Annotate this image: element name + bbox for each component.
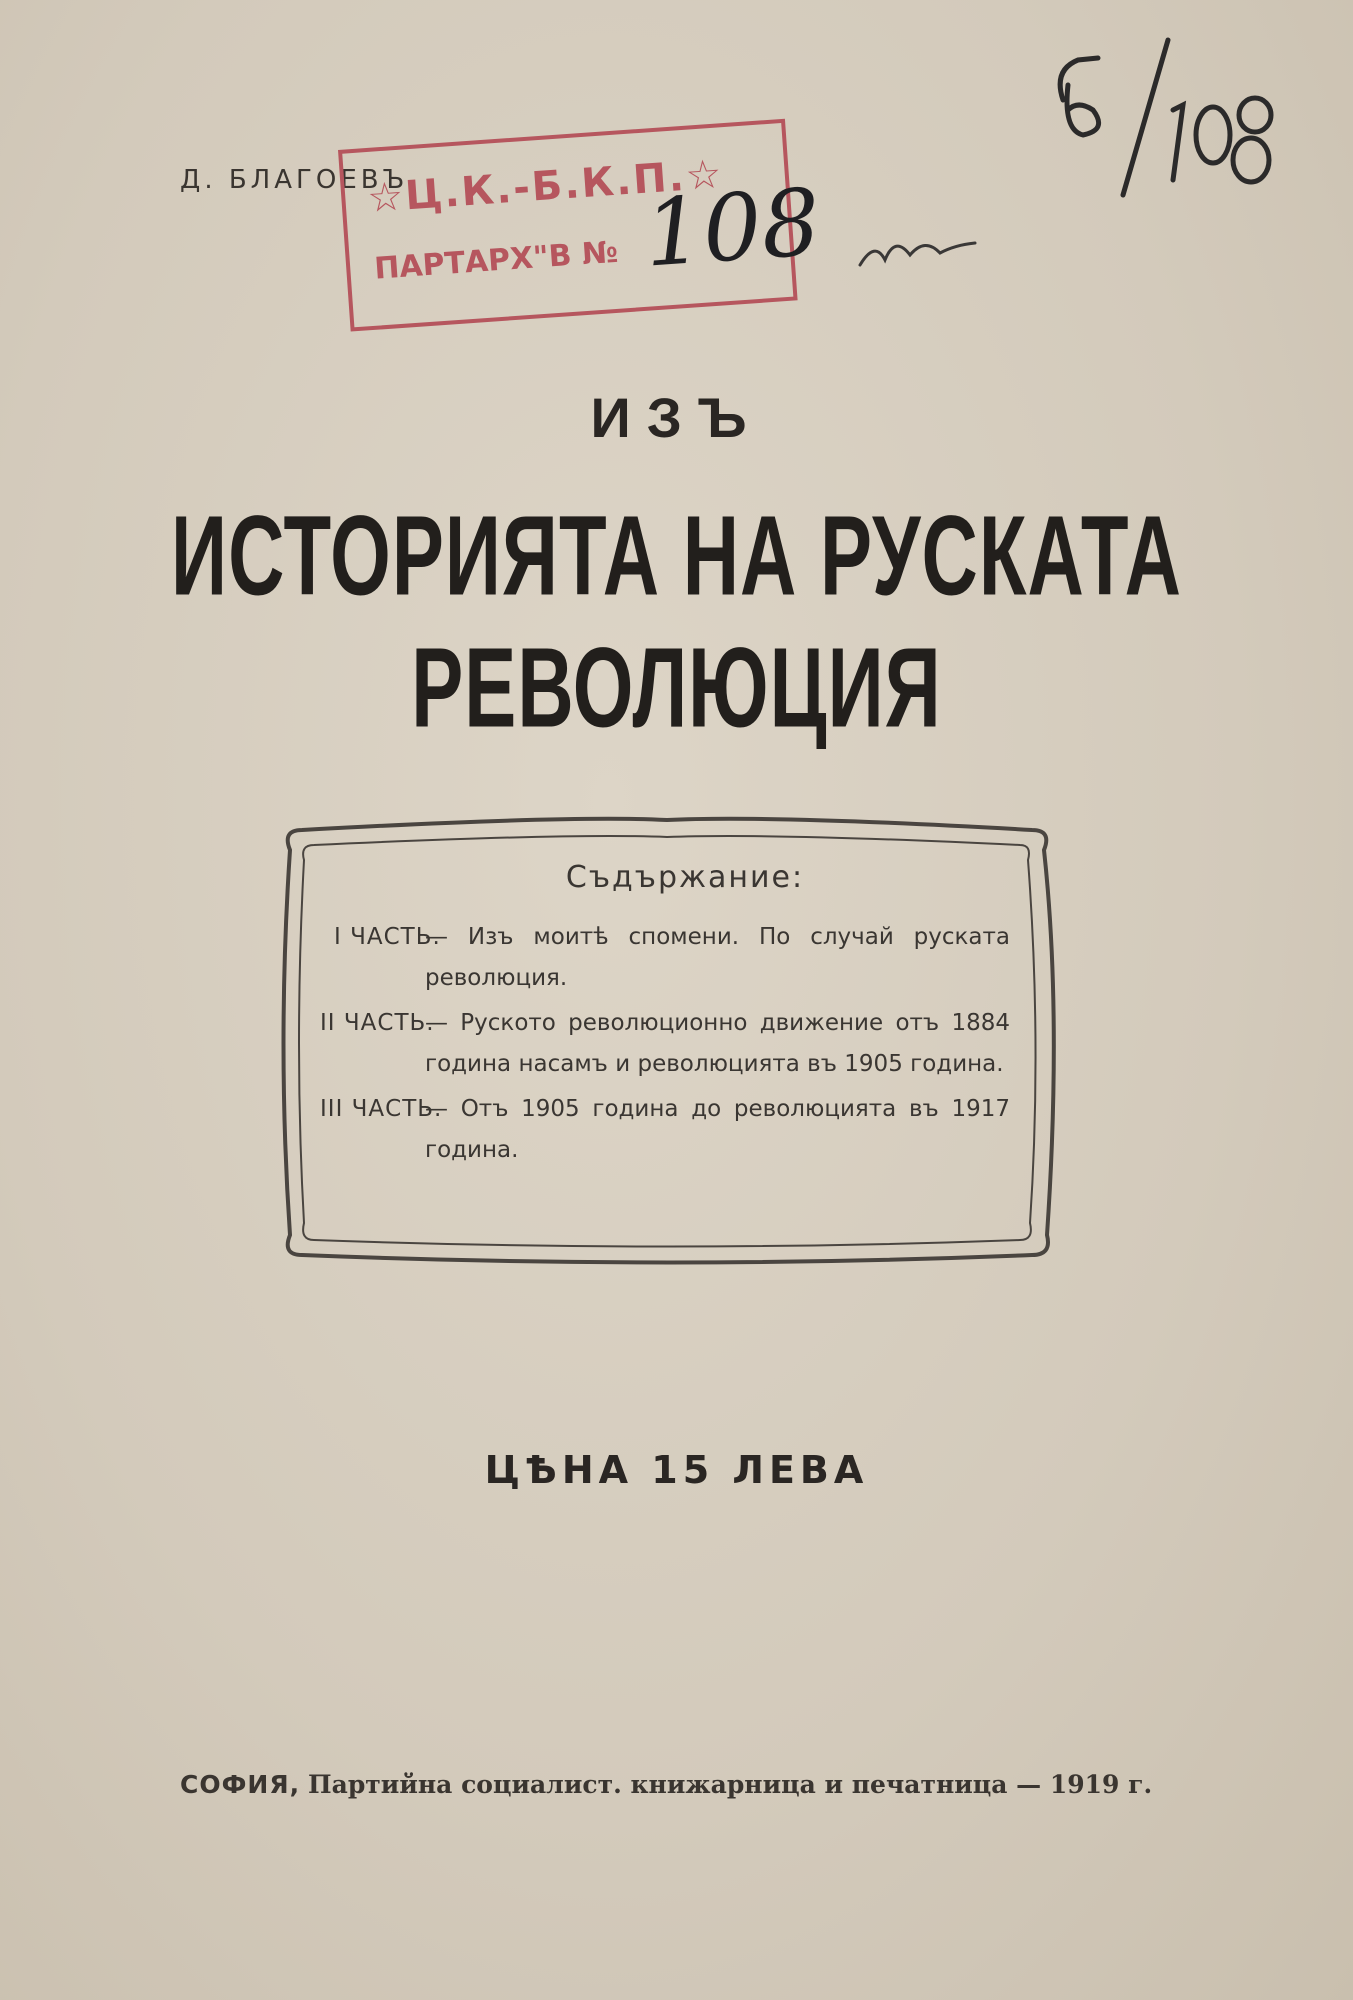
contents-part-text: — Руското революционно движение отъ 1884 година насамъ и революцията въ 1905 година.	[425, 1010, 1010, 1077]
stamp-line-1: ☆Ц.К.-Б.К.П.☆	[365, 151, 725, 223]
author-name: Д. БЛАГОЕВЪ	[180, 165, 409, 195]
table-of-contents	[320, 860, 1010, 1175]
title-preposition: ИЗЪ	[590, 386, 763, 449]
contents-entry	[320, 917, 1010, 999]
contents-entry	[320, 1089, 1010, 1171]
imprint-city: СОФИЯ,	[180, 1770, 301, 1799]
contents-part-label: I ЧАСТЬ.	[334, 924, 441, 950]
contents-part-text: — Изъ моитѣ спомени. По случай руската революция.	[425, 924, 1010, 991]
handwritten-shelf-mark	[1023, 30, 1283, 220]
contents-part-label: III ЧАСТЬ.	[320, 1096, 443, 1122]
price: ЦѢНА 15 ЛЕВА	[484, 1448, 869, 1492]
contents-part-text: — Отъ 1905 година до революцията въ 1917 година.	[425, 1096, 1010, 1163]
contents-entry	[320, 1003, 1010, 1085]
imprint-publisher-year: Партийна социалист. книжарница и печатница — 1919 г.	[308, 1770, 1153, 1799]
stamp-line-2: ПАРТАРХ"В №	[373, 234, 620, 287]
imprint	[180, 1770, 1180, 1799]
contents-part-label: II ЧАСТЬ.	[320, 1010, 435, 1036]
book-title: ИСТОРИЯТА НА РУСКАТА РЕВОЛЮЦИЯ	[171, 491, 1182, 751]
archive-stamp	[338, 118, 824, 340]
pen-scribble	[855, 225, 985, 285]
stamp-handwritten-number: 108	[640, 168, 824, 288]
contents-heading: Съдържание:	[565, 860, 805, 895]
